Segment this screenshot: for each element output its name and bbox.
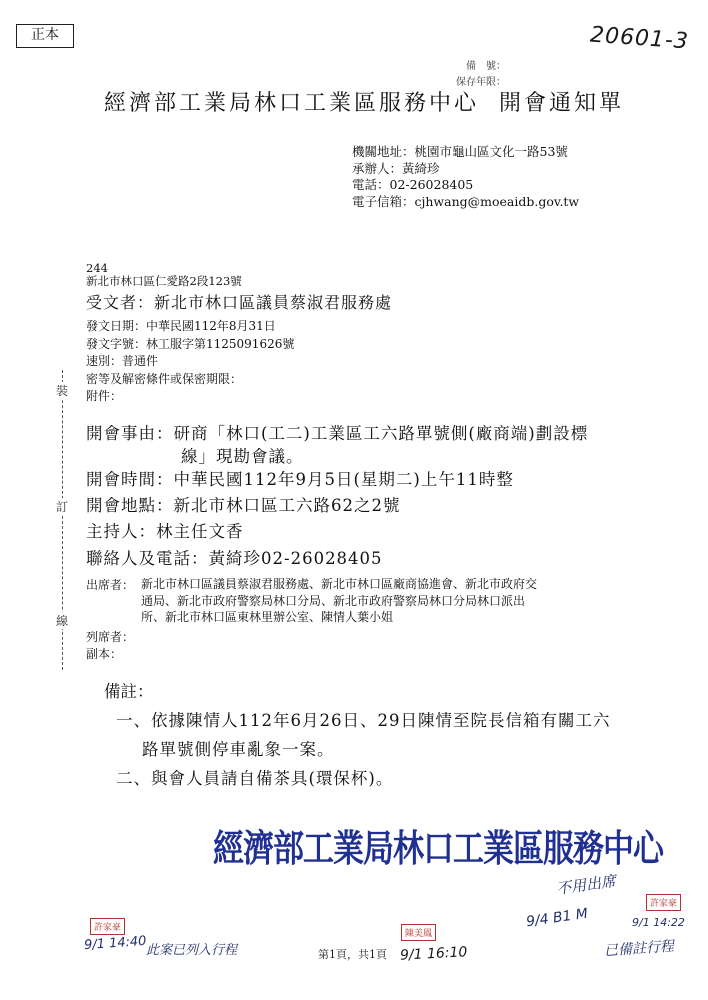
meeting-reason-line1: 開會事由：研商「林口(工二)工業區工六路單號側(廠商端)劃設標 bbox=[86, 424, 589, 443]
stamp-center: 陳美鳳 bbox=[401, 924, 436, 941]
agency-phone: 電話：02-26028405 bbox=[352, 177, 474, 192]
issue-date: 發文日期：中華民國112年8月31日 bbox=[86, 319, 276, 333]
meeting-time: 開會時間：中華民國112年9月5日(星期二)上午11時整 bbox=[86, 470, 514, 489]
recipient-address-block bbox=[86, 262, 242, 288]
handwritten-document-number: 20601-3 bbox=[589, 22, 690, 55]
recipient-address: 新北市林口區仁愛路2段123號 bbox=[86, 274, 242, 288]
handwritten-time-right: 9/1 14:22 bbox=[632, 916, 685, 929]
file-number-label: 備 號： bbox=[466, 61, 506, 72]
agency-address: 機關地址：桃園市龜山區文化一路53號 bbox=[352, 144, 568, 159]
recipient-name: 受文者：新北市林口區議員蔡淑君服務處 bbox=[86, 293, 393, 312]
handwritten-date-left: 9/1 14:40 bbox=[83, 933, 147, 954]
recipient-postal-code: 244 bbox=[86, 261, 108, 275]
original-copy-label: 正本 bbox=[16, 24, 74, 48]
attendees-label: 出席者： bbox=[86, 578, 135, 592]
agency-contact-block bbox=[352, 144, 579, 210]
document-type: 開會通知單 bbox=[499, 91, 625, 116]
attendees-line2: 通局、新北市政府警察局林口分局、新北市政府警察局林口分局林口派出 bbox=[141, 593, 526, 608]
issue-number: 發文字號：林工服字第1125091626號 bbox=[86, 336, 295, 351]
handwritten-note-right-2: 9/4 B1 M bbox=[525, 905, 589, 931]
attendees-list bbox=[141, 576, 537, 626]
meeting-contact: 聯絡人及電話：黃綺珍02-26028405 bbox=[86, 549, 383, 568]
attachments: 附件： bbox=[86, 389, 123, 403]
binding-char-zhuang: 裝 bbox=[53, 382, 71, 399]
delivery-speed: 速別：普通件 bbox=[86, 354, 159, 368]
attendees-line1: 新北市林口區議員蔡淑君服務處、新北市林口區廠商協進會、新北市政府交 bbox=[141, 577, 538, 591]
binding-char-xian: 線 bbox=[53, 612, 71, 629]
page-count: 第1頁，共1頁 bbox=[318, 948, 387, 961]
retention-period-label: 保存年限： bbox=[456, 77, 506, 88]
stamp-right: 許家豪 bbox=[646, 894, 681, 911]
document-info-block bbox=[86, 318, 294, 406]
handwritten-note-right-3: 已備註行程 bbox=[603, 938, 675, 960]
handwritten-date-center: 9/1 16:10 bbox=[399, 944, 468, 964]
attendees-line3: 所、新北市林口區東林里辦公室、陳情人葉小姐 bbox=[141, 610, 394, 624]
binding-char-ding: 訂 bbox=[53, 498, 71, 515]
agency-handler: 承辦人：黃綺珍 bbox=[352, 160, 440, 176]
agency-name: 經濟部工業局林口工業區服務中心 bbox=[104, 91, 480, 116]
meeting-reason-line2: 線」現勘會議。 bbox=[181, 447, 304, 466]
meeting-host: 主持人：林主任文香 bbox=[86, 522, 244, 541]
stamp-left: 許家豪 bbox=[90, 918, 125, 935]
handwritten-note-right-1: 不用出席 bbox=[555, 871, 618, 899]
cc-label: 副本： bbox=[86, 647, 123, 661]
document-title bbox=[104, 86, 624, 117]
remark-1-line2: 路單號側停車亂象一案。 bbox=[142, 740, 335, 759]
remark-2: 二、與會人員請自備茶具(環保杯)。 bbox=[116, 769, 394, 788]
handwritten-note-left: 此案已列入行程 bbox=[146, 943, 238, 958]
remark-1-line1: 一、依據陳情人112年6月26日、29日陳情至院長信箱有關工六 bbox=[116, 711, 611, 730]
observers-label: 列席者： bbox=[86, 630, 135, 644]
agency-seal: 經濟部工業局林口工業區服務中心 bbox=[213, 827, 663, 871]
agency-email: 電子信箱：cjhwang@moeaidb.gov.tw bbox=[352, 193, 580, 209]
remarks-label: 備註： bbox=[104, 682, 154, 701]
secrecy-level: 密等及解密條件或保密期限： bbox=[86, 371, 243, 386]
meeting-place: 開會地點：新北市林口區工六路62之2號 bbox=[86, 496, 401, 515]
